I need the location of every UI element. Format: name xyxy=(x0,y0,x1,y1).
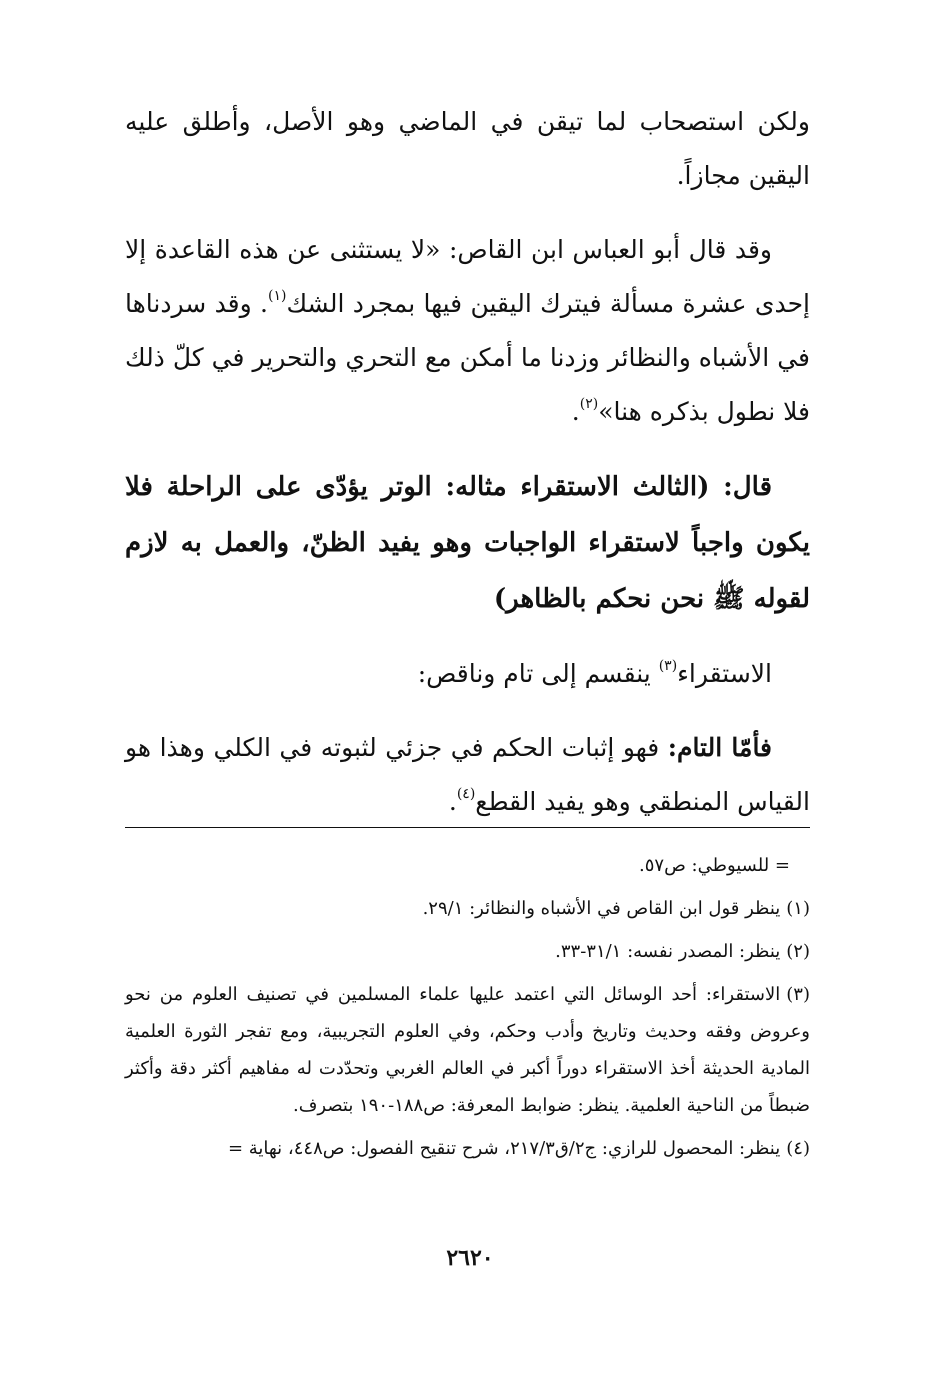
footnote-1 xyxy=(125,890,810,927)
footnote-number: (٣) xyxy=(786,984,810,1005)
footnote-number: (٢) xyxy=(786,941,810,962)
paragraph-text: فهو إثبات الحكم في جزئي لثبوته في الكلي وهذا هو القياس المنطقي وهو يفيد القطع xyxy=(125,733,810,816)
footnote-divider xyxy=(125,827,810,828)
footnote-text: الاستقراء: أحد الوسائل التي اعتمد عليها علماء المسلمين في تصنيف العلوم من نحو وعروض وفقه وحديث وتاريخ وأدب وحكم، وفي العلوم التجريبية، ومع تفجر الثورة العلمية المادية الحديثة أخذ الاستقراء دوراً أكبر في العالم الغربي وتحدّدت له مفاهيم أكثر دقة وأكثر ضبطاً من الناحية العلمية. ينظر: ضوابط المعرفة: ص١٨٨-١٩٠ بتصرف. xyxy=(125,984,810,1116)
footnote-text: = للسيوطي: ص٥٧. xyxy=(639,855,790,876)
paragraph-complete-induction xyxy=(125,721,810,829)
paragraph-text: . xyxy=(571,397,580,426)
footnote-number: (١) xyxy=(786,898,810,919)
footnote-text: ينظر: المصدر نفسه: ٣١/١-٣٣. xyxy=(555,941,781,962)
paragraph-text: وقد قال أبو العباس ابن القاص: «لا يستثنى عن هذه القاعدة إلا إحدى عشرة مسألة فيترك اليقين فيها بمجرد الشك xyxy=(125,235,810,318)
paragraph-text: . xyxy=(448,787,457,816)
footnote-ref-3[interactable]: (٣) xyxy=(658,658,678,674)
paragraph-istishab xyxy=(125,95,810,203)
footnote-ref-1[interactable]: (١) xyxy=(267,288,287,304)
footnote-3 xyxy=(125,976,810,1124)
footnote-4 xyxy=(125,1130,810,1167)
paragraph-text: الاستقراء xyxy=(677,659,772,688)
footnote-continuation xyxy=(125,847,810,884)
paragraph-text: ينقسم إلى تام وناقص: xyxy=(417,659,659,688)
main-text xyxy=(125,95,810,849)
paragraph-text: ولكن استصحاب لما تيقن في الماضي وهو الأصل، وأطلق عليه اليقين مجازاً. xyxy=(125,107,810,190)
footnote-ref-4[interactable]: (٤) xyxy=(456,786,476,802)
paragraph-text: . وقد سردناها في الأشباه والنظائر وزدنا ما أمكن مع التحري والتحرير في كلّ ذلك فلا نطول بذكره هنا» xyxy=(125,289,810,426)
paragraph-lead: فأمّا التام: xyxy=(667,733,773,762)
footnotes xyxy=(125,847,810,1173)
paragraph-ibn-al-qass-quote xyxy=(125,223,810,439)
footnote-ref-2[interactable]: (٢) xyxy=(579,396,599,412)
paragraph-text: قال: (الثالث الاستقراء مثاله: الوتر يؤدّى على الراحلة فلا يكون واجباً لاستقراء الواجبات وهو يفيد الظنّ، والعمل به لازم لقوله ﷺ نحن نحكم بالظاهر) xyxy=(125,472,810,614)
footnote-text: ينظر قول ابن القاص في الأشباه والنظائر: ٢٩/١. xyxy=(422,898,781,919)
footnote-text: ينظر: المحصول للرازي: ج٢/ق٢١٧/٣، شرح تنقيح الفصول: ص٤٤٨، نهاية = xyxy=(227,1138,781,1159)
footnote-number: (٤) xyxy=(786,1138,810,1159)
page-number: ٢٦٢٠ xyxy=(446,1245,494,1271)
paragraph-matn-istiqra xyxy=(125,459,810,627)
footnote-2 xyxy=(125,933,810,970)
paragraph-istiqra-division xyxy=(125,647,810,701)
